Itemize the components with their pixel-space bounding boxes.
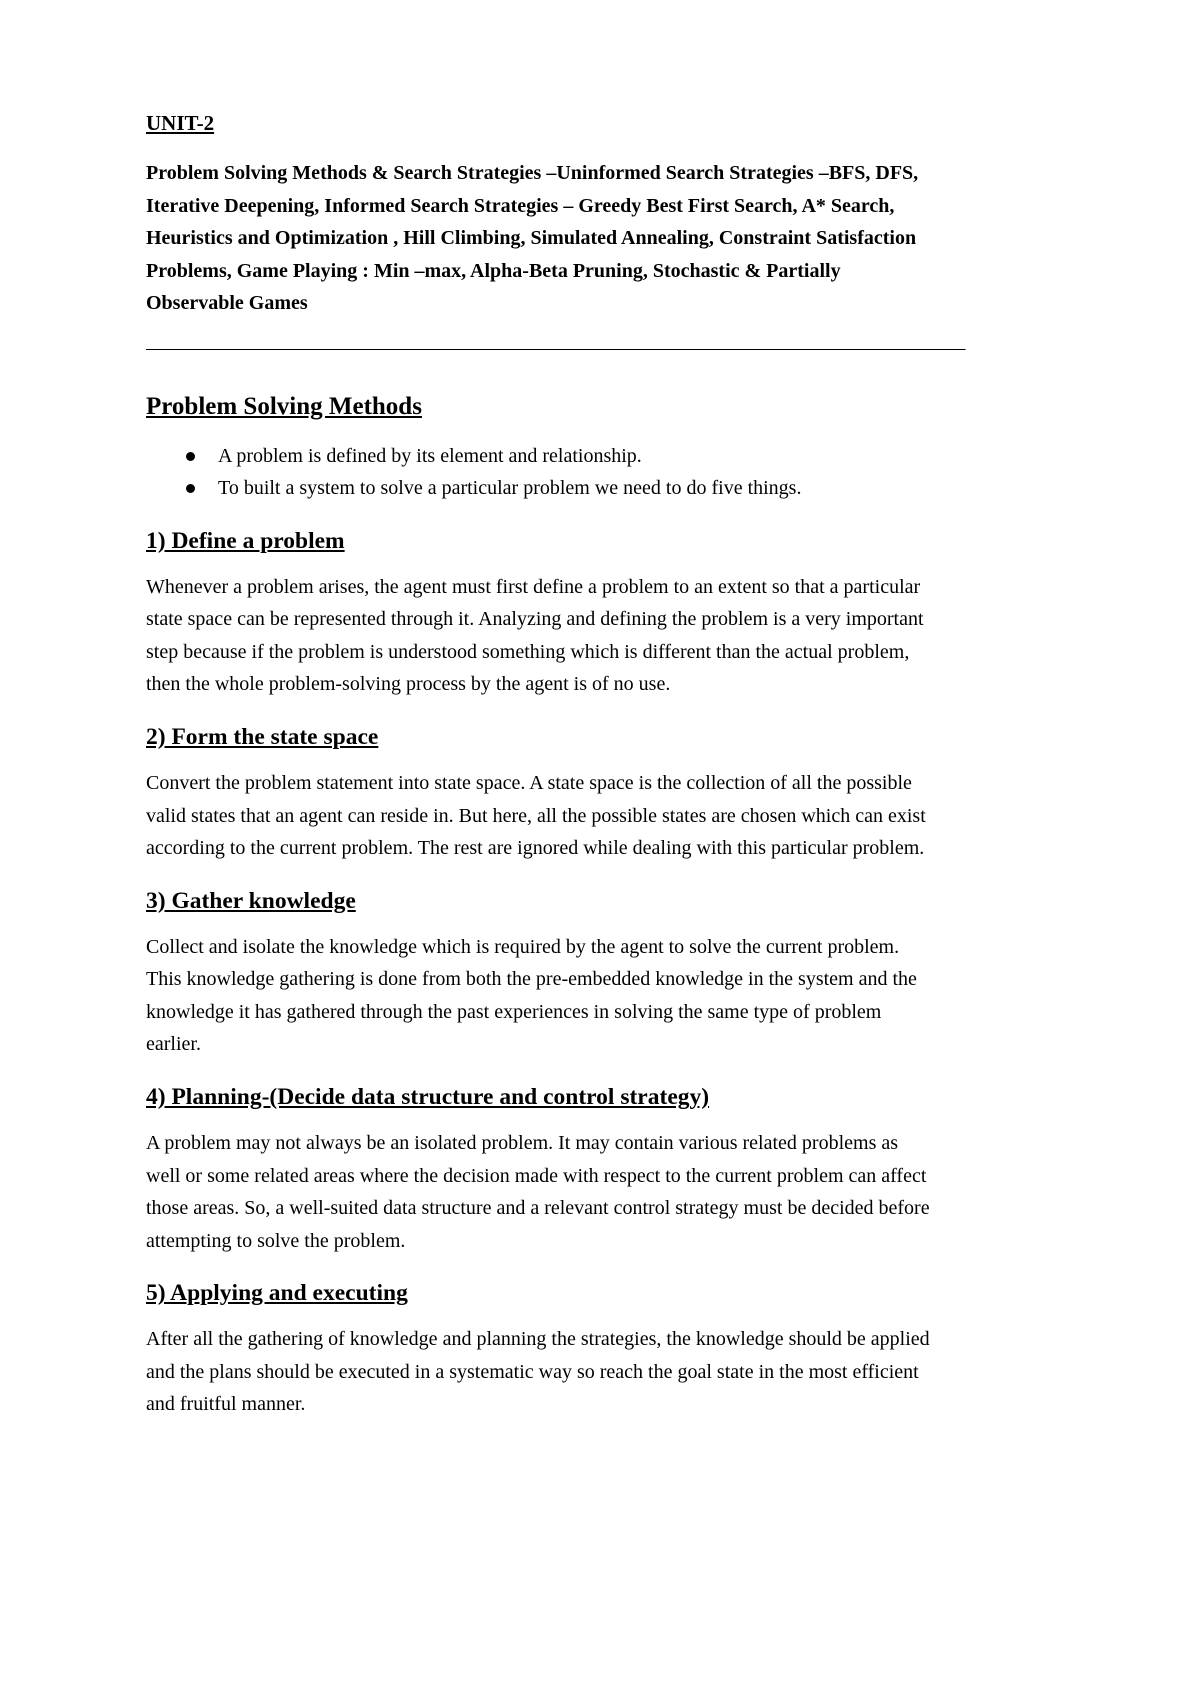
paragraph-line: valid states that an agent can reside in. But here, all the possible states are chosen which can exist (146, 804, 926, 827)
horizontal-divider: —————————————————————————————————————————— (146, 337, 965, 358)
list-item-text: To built a system to solve a particular problem we need to do five things. (218, 477, 802, 500)
paragraph (146, 931, 1096, 1061)
step-section-form-state-space (146, 723, 1096, 865)
paragraph-line: then the whole problem-solving process by the agent is of no use. (146, 673, 671, 696)
step-section-define-problem (146, 527, 1096, 701)
step-heading: 1) Define a problem (146, 527, 345, 554)
paragraph (146, 767, 1096, 865)
paragraph (146, 1127, 1096, 1257)
paragraph-line: according to the current problem. The rest are ignored while dealing with this particular problem. (146, 837, 925, 860)
bullet-list (146, 440, 1096, 505)
step-section-applying-executing (146, 1279, 1096, 1421)
paragraph-line: Convert the problem statement into state space. A state space is the collection of all the possible (146, 772, 912, 795)
step-heading: 3) Gather knowledge (146, 887, 356, 914)
bullet-icon (186, 452, 195, 461)
paragraph-line: earlier. (146, 1033, 201, 1056)
paragraph-line: A problem may not always be an isolated problem. It may contain various related problems as (146, 1132, 899, 1155)
paragraph-line: well or some related areas where the decision made with respect to the current problem can affect (146, 1164, 927, 1187)
unit-title: UNIT-2 (146, 111, 215, 135)
paragraph (146, 571, 1096, 701)
list-item-text: A problem is defined by its element and relationship. (218, 444, 642, 467)
list-item (218, 440, 1096, 473)
paragraph-line: This knowledge gathering is done from both the pre-embedded knowledge in the system and the (146, 968, 917, 991)
syllabus-line: Problems, Game Playing : Min –max, Alpha-Beta Pruning, Stochastic & Partially (146, 259, 841, 282)
paragraph-line: step because if the problem is understood something which is different than the actual problem, (146, 640, 910, 663)
paragraph-line: Collect and isolate the knowledge which is required by the agent to solve the current problem. (146, 935, 900, 958)
paragraph-line: those areas. So, a well-suited data structure and a relevant control strategy must be decided before (146, 1197, 930, 1220)
section-heading-problem-solving-methods: Problem Solving Methods (146, 392, 422, 420)
document-page (146, 110, 1096, 1421)
paragraph-line: and the plans should be executed in a systematic way so reach the goal state in the most efficient (146, 1360, 919, 1383)
paragraph-line: Whenever a problem arises, the agent must first define a problem to an extent so that a particular (146, 575, 921, 598)
step-section-gather-knowledge (146, 887, 1096, 1061)
paragraph-line: attempting to solve the problem. (146, 1229, 406, 1252)
syllabus-line: Problem Solving Methods & Search Strategies –Uninformed Search Strategies –BFS, DFS, (146, 162, 919, 185)
syllabus-summary (146, 157, 1096, 320)
paragraph (146, 1323, 1096, 1421)
step-heading: 5) Applying and executing (146, 1280, 408, 1307)
paragraph-line: state space can be represented through it. Analyzing and defining the problem is a very important (146, 608, 924, 631)
step-heading: 2) Form the state space (146, 723, 379, 750)
bullet-icon (186, 484, 195, 493)
syllabus-line: Iterative Deepening, Informed Search Strategies – Greedy Best First Search, A* Search, (146, 194, 895, 217)
list-item (218, 472, 1096, 505)
step-heading: 4) Planning-(Decide data structure and control strategy) (146, 1083, 710, 1110)
syllabus-line: Observable Games (146, 292, 308, 315)
paragraph-line: and fruitful manner. (146, 1393, 306, 1416)
step-section-planning (146, 1083, 1096, 1257)
paragraph-line: After all the gathering of knowledge and planning the strategies, the knowledge should be applied (146, 1328, 930, 1351)
paragraph-line: knowledge it has gathered through the past experiences in solving the same type of problem (146, 1000, 882, 1023)
syllabus-line: Heuristics and Optimization , Hill Climbing, Simulated Annealing, Constraint Satisfaction (146, 227, 917, 250)
